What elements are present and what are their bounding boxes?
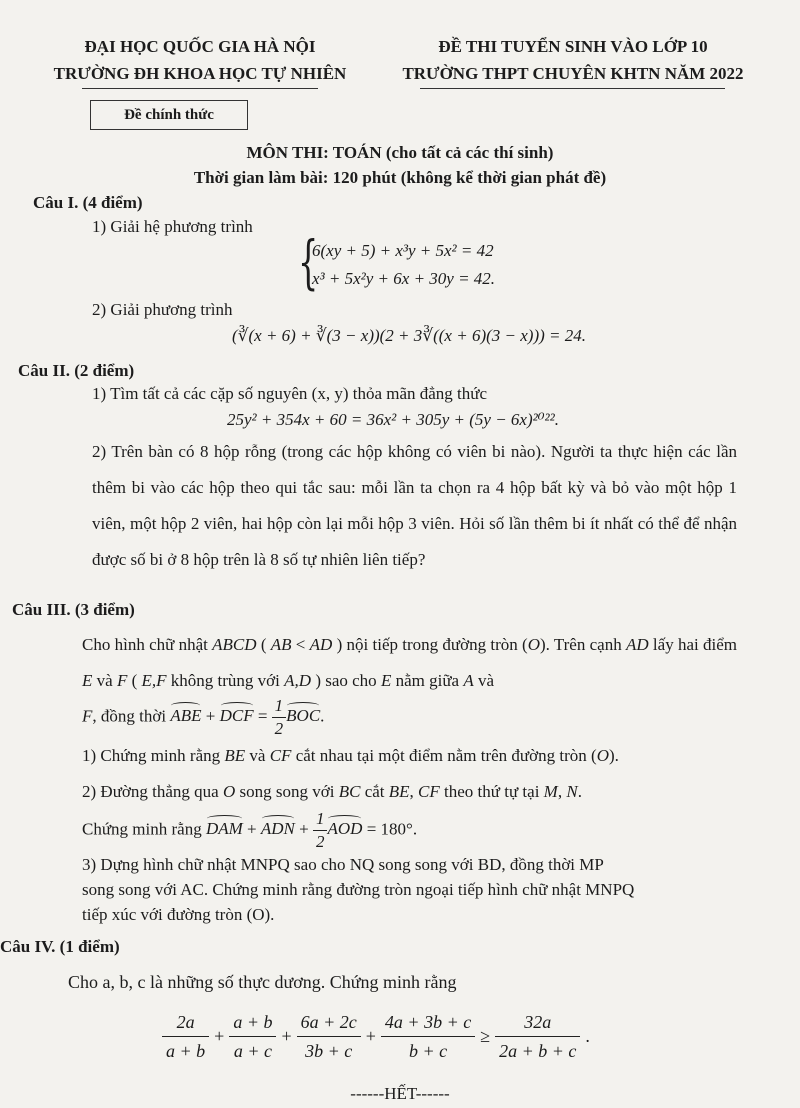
fraction-3: $\frac{6a + 2c}{3b + c}$ [297, 1008, 361, 1065]
university-name: ĐẠI HỌC QUỐC GIA HÀ NỘI [84, 37, 316, 56]
q1-system-eq1: 6(xy + 5) + x³y + 5x² = 42 [312, 241, 494, 260]
q3-intro: Cho hình chữ nhật ABCD ( AB < AD ) nội tiếp trong đường tròn (O). Trên cạnh AD lấy hai điểm E và F ( E,F không trùng với A,D ) sao cho E nằm giữa A và [82, 635, 737, 690]
q2-part2: 2) Trên bàn có 8 hộp rỗng (trong các hộp không có viên bi nào). Người ta thực hiện các lần thêm bi vào các hộp theo qui tắc sau: mỗi lần ta chọn ra 4 hộp bất kỳ và bỏ vào một hộp 1 viên, một hộp 2 viên, hai hộp còn lại mỗi hộp 3 viên. Hỏi số lần thêm bi ít nhất có thể để nhận được số bi ở 8 hộp trên là 8 số tự nhiên liên tiếp? [92, 442, 737, 569]
header-right [388, 33, 758, 87]
official-exam-box: Đề chính thức [90, 100, 248, 130]
q3-title: Câu III. (3 điểm) [12, 600, 135, 619]
q4-intro: Cho a, b, c là những số thực dương. Chứng minh rằng [68, 972, 457, 992]
q2-part1: 1) Tìm tất cả các cặp số nguyên (x, y) thỏa mãn đẳng thức [92, 384, 488, 403]
q3-part2-prove: Chứng minh rằng DAM + ADN + $\frac{1}{2}$ AOD = 180°. [82, 809, 418, 851]
q3-intro-end: F, đồng thời ABE + DCF = $\frac{1}{2}$ BOC. [82, 696, 325, 738]
q3-part3-line2: song song với AC. Chứng minh rằng đường tròn ngoại tiếp hình chữ nhật MNPQ [82, 880, 635, 899]
system-brace: { [298, 228, 319, 296]
q3-part2: 2) Đường thẳng qua O song song với BC cắt BE, CF theo thứ tự tại M, N. [82, 782, 582, 801]
fraction-2: $\frac{a + b}{a + c}$ [229, 1008, 276, 1065]
exam-subject: MÔN THI: TOÁN (cho tất cả các thí sinh) [246, 143, 554, 162]
q1-equation2: (∛(x + 6) + ∛(3 − x))(2 + 3∛((x + 6)(3 − x))) = 24. [232, 326, 586, 345]
exam-name: ĐỀ THI TUYỂN SINH VÀO LỚP 10 [438, 37, 708, 56]
q3-part1: 1) Chứng minh rằng BE và CF cắt nhau tại một điểm nằm trên đường tròn (O). [82, 746, 619, 765]
q2-equation: 25y² + 354x + 60 = 36x² + 305y + (5y − 6x)²⁰²². [227, 410, 559, 429]
q1-system [298, 228, 528, 297]
header-left [40, 33, 360, 87]
header-left-underline [82, 88, 318, 89]
fraction-4: $\frac{4a + 3b + c}{b + c}$ [381, 1008, 475, 1065]
exam-school-year: TRƯỜNG THPT CHUYÊN KHTN NĂM 2022 [402, 64, 744, 83]
q1-part1: 1) Giải hệ phương trình [92, 217, 253, 236]
fraction-1: $\frac{2a}{a + b}$ [162, 1008, 209, 1065]
fraction-5: $\frac{32a}{2a + b + c}$ [495, 1008, 580, 1065]
q4-inequality: $\frac{2a}{a + b}$ + $\frac{a + b}{a + c}$ + $\frac{6a + 2c}{3b + c}$ + $\frac{4a + 3b + c}{b + c}$ ≥ $\frac{32a}{2a + b + c}$ . [160, 1008, 593, 1065]
q1-title: Câu I. (4 điểm) [33, 193, 143, 212]
q1-system-eq2: x³ + 5x²y + 6x + 30y = 42. [312, 269, 496, 288]
q2-title: Câu II. (2 điểm) [18, 361, 135, 380]
end-mark: ------HẾT------ [350, 1084, 450, 1103]
q3-part3-line1: 3) Dựng hình chữ nhật MNPQ sao cho NQ song song với BD, đồng thời MP [82, 855, 604, 874]
q3-part3-line3: tiếp xúc với đường tròn (O). [82, 905, 275, 924]
q4-title: Câu IV. (1 điểm) [0, 937, 120, 956]
header-right-underline [420, 88, 725, 89]
q1-part2: 2) Giải phương trình [92, 300, 233, 319]
school-name: TRƯỜNG ĐH KHOA HỌC TỰ NHIÊN [53, 64, 347, 83]
exam-duration: Thời gian làm bài: 120 phút (không kể thời gian phát đề) [193, 168, 607, 187]
